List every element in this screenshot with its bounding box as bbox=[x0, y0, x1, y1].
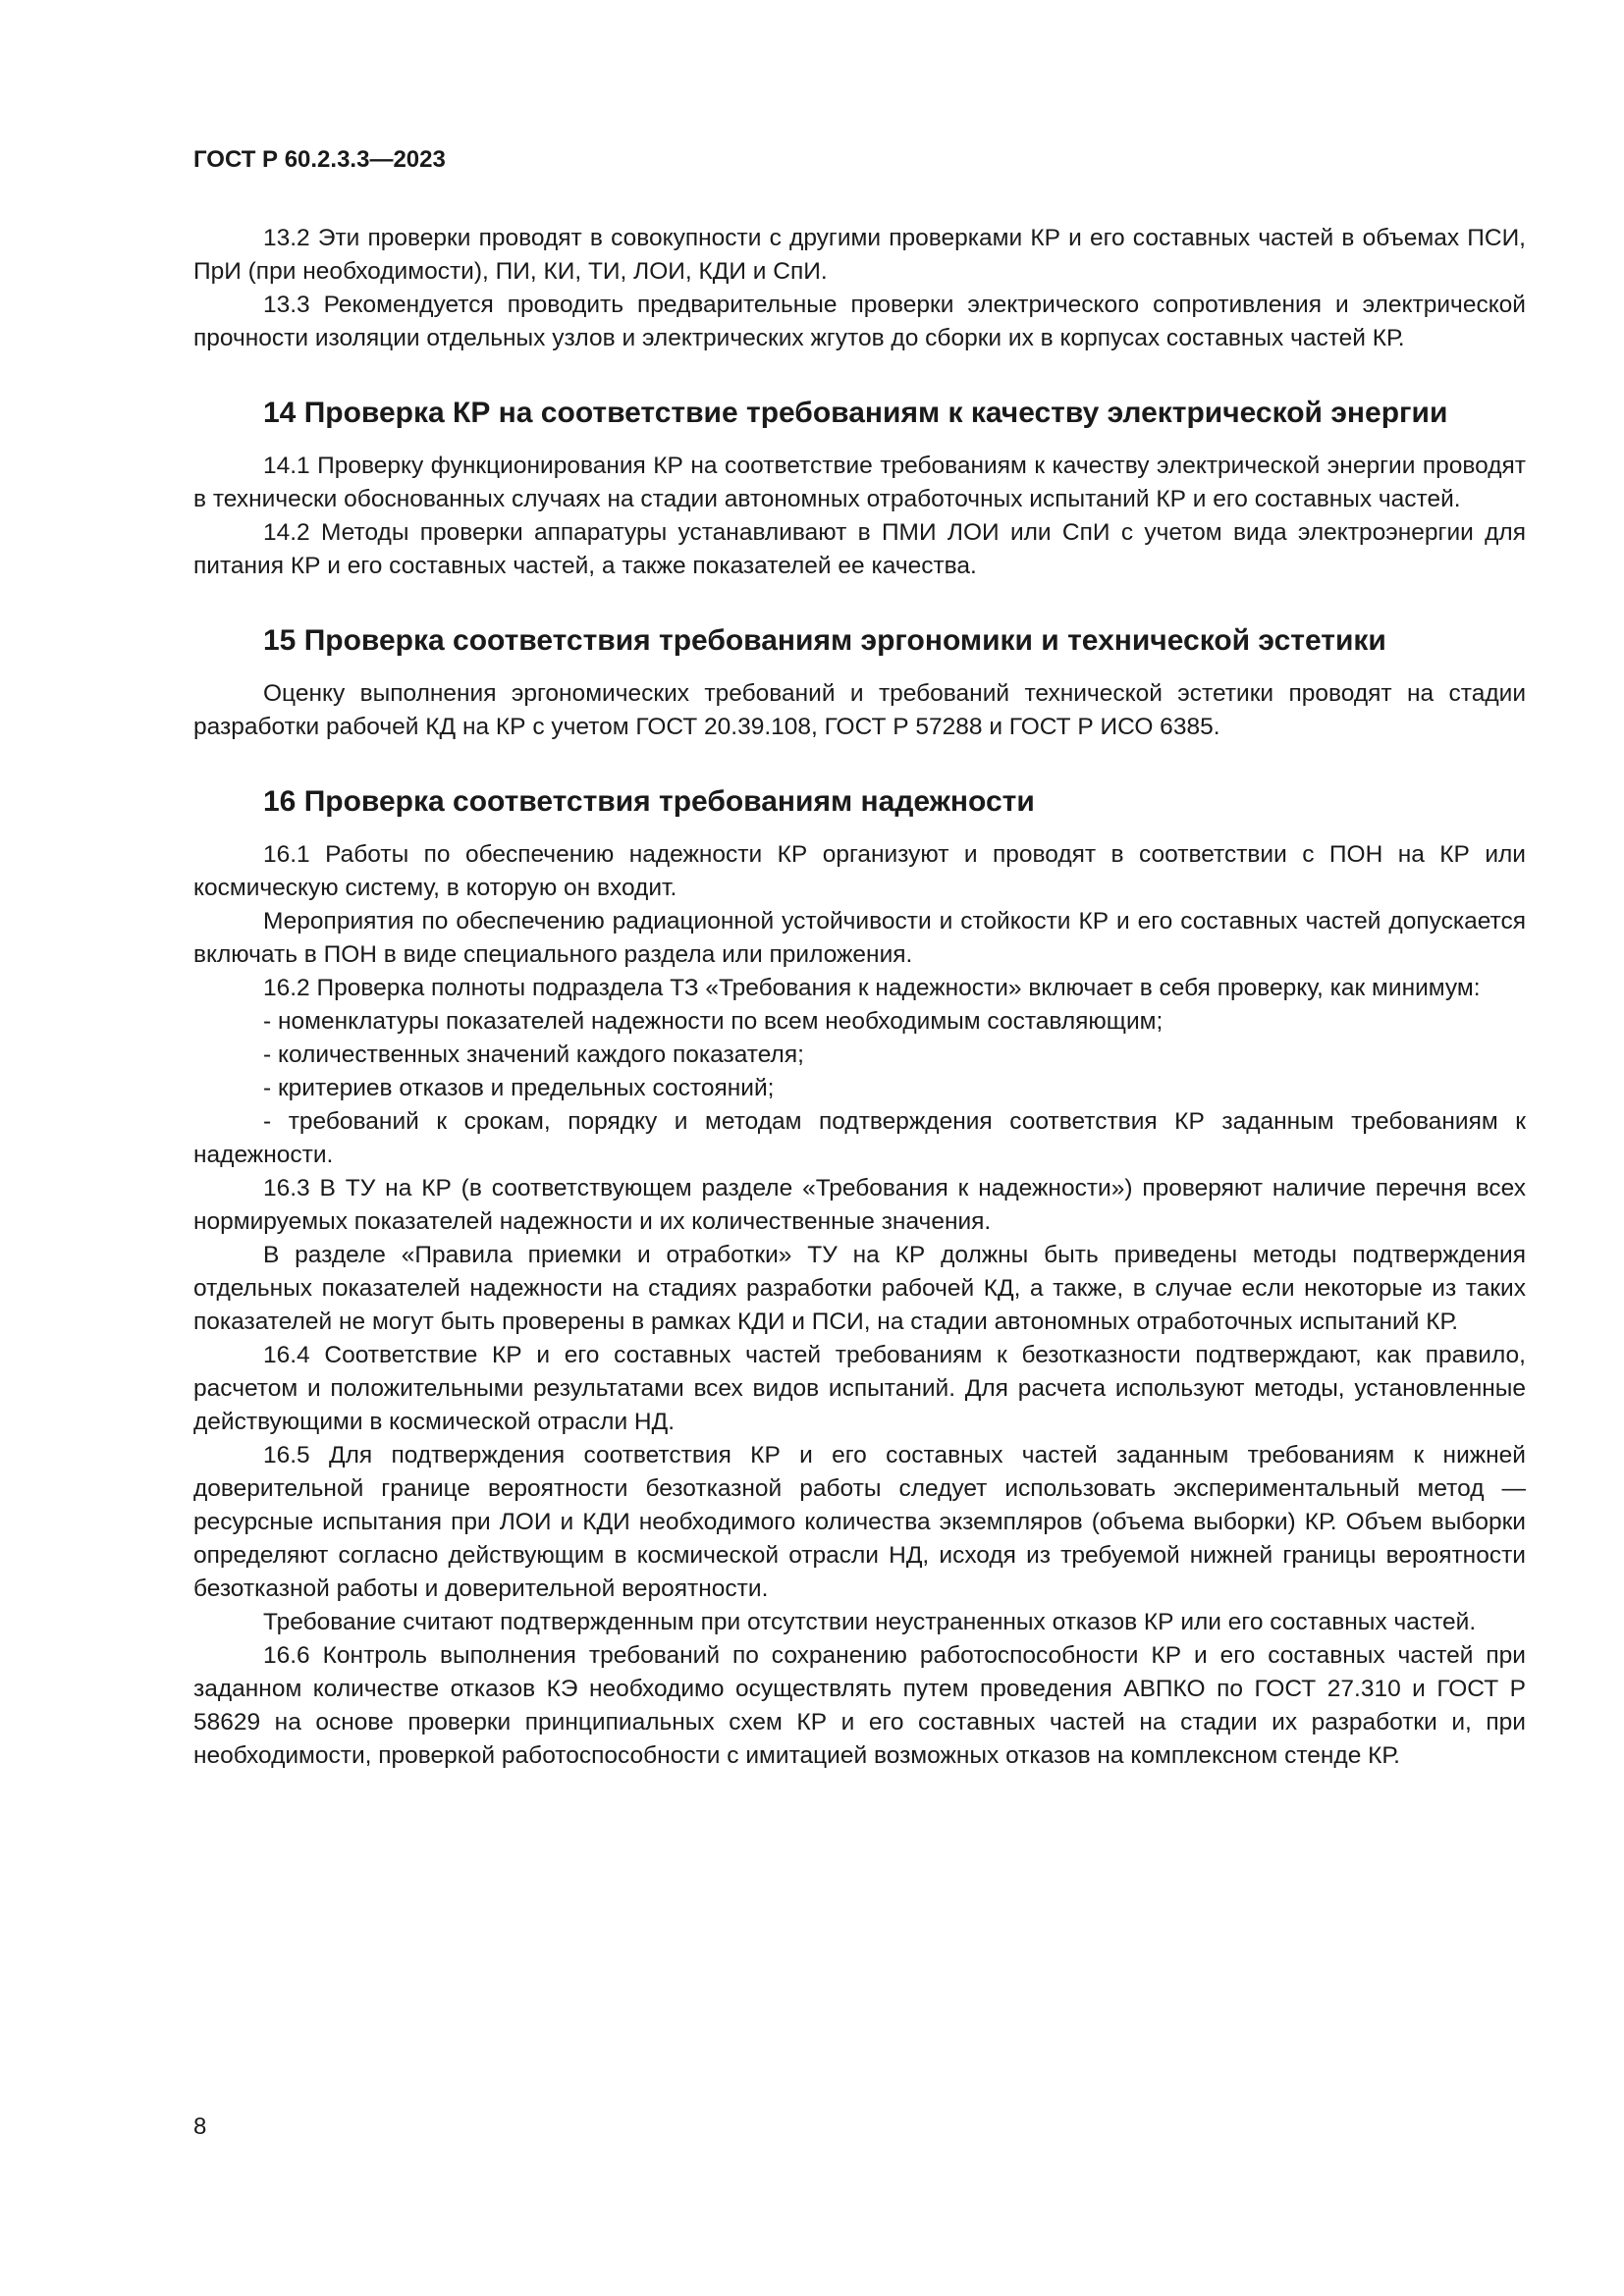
paragraph-13-2: 13.2 Эти проверки проводят в совокупности с другими проверками КР и его составных частей в объемах ПСИ, ПрИ (при необходимости), ПИ, КИ, ТИ, ЛОИ, КДИ и СпИ. bbox=[193, 225, 1526, 285]
page-number: 8 bbox=[193, 2113, 207, 2140]
paragraph-16-2: 16.2 Проверка полноты подраздела ТЗ «Требования к надежности» включает в себя проверку, как минимум: bbox=[263, 975, 1481, 1001]
paragraph-14-1: 14.1 Проверку функционирования КР на соответствие требованиям к качеству электрической энергии проводят в технически обоснованных случаях на стадии автономных отработочных испытаний КР и его составных частей. bbox=[193, 453, 1526, 512]
paragraph-16-3-b: В разделе «Правила приемки и отработки» ТУ на КР должны быть приведены методы подтверждения отдельных показателей надежности на стадиях разработки рабочей КД, а также, в случае если некоторые из таких показателей не могут быть проверены в рамках КДИ и ПСИ, на стадии автономных отработочных испытаний КР. bbox=[193, 1242, 1526, 1335]
paragraph-13-3: 13.3 Рекомендуется проводить предварительные проверки электрического сопротивления и электрической прочности изоляции отдельных узлов и электрических жгутов до сборки их в корпусах составных частей КР. bbox=[193, 292, 1526, 351]
list-item: - количественных значений каждого показателя; bbox=[263, 1041, 804, 1068]
spacer bbox=[193, 744, 1526, 783]
paragraph-15: Оценку выполнения эргономических требований и требований технической эстетики проводят на стадии разработки рабочей КД на КР с учетом ГОСТ 20.39.108, ГОСТ Р 57288 и ГОСТ Р ИСО 6385. bbox=[193, 680, 1526, 740]
list-item: - требований к срокам, порядку и методам подтверждения соответствия КР заданным требованиям к надежности. bbox=[193, 1108, 1526, 1168]
paragraph-16-1-b: Мероприятия по обеспечению радиационной устойчивости и стойкости КР и его составных частей допускается включать в ПОН в виде специального раздела или приложения. bbox=[193, 908, 1526, 968]
paragraph-14-2: 14.2 Методы проверки аппаратуры устанавливают в ПМИ ЛОИ или СпИ с учетом вида электроэнергии для питания КР и его составных частей, а также показателей ее качества. bbox=[193, 519, 1526, 579]
section-15 bbox=[193, 622, 1526, 744]
paragraph-16-1: 16.1 Работы по обеспечению надежности КР организуют и проводят в соответствии с ПОН на КР или космическую систему, в которую он входит. bbox=[193, 841, 1526, 901]
document-code-header: ГОСТ Р 60.2.3.3—2023 bbox=[193, 146, 446, 173]
paragraph-16-5-b: Требование считают подтвержденным при отсутствии неустраненных отказов КР или его составных частей. bbox=[263, 1609, 1477, 1635]
section-14 bbox=[193, 395, 1526, 583]
section-15-title: 15 Проверка соответствия требованиям эргономики и технической эстетики bbox=[263, 624, 1386, 657]
paragraph-16-4: 16.4 Соответствие КР и его составных частей требованиям к безотказности подтверждают, как правило, расчетом и положительными результатами всех видов испытаний. Для расчета используют методы, установленные действующими в космической отрасли НД. bbox=[193, 1342, 1526, 1435]
spacer bbox=[193, 355, 1526, 395]
list-item: - критериев отказов и предельных состояний; bbox=[263, 1075, 775, 1101]
paragraph-16-3: 16.3 В ТУ на КР (в соответствующем разделе «Требования к надежности») проверяют наличие перечня всех нормируемых показателей надежности и их количественные значения. bbox=[193, 1175, 1526, 1235]
spacer bbox=[193, 583, 1526, 622]
section-16 bbox=[193, 783, 1526, 1773]
section-16-title: 16 Проверка соответствия требованиям надежности bbox=[263, 785, 1035, 818]
list-item: - номенклатуры показателей надежности по всем необходимым составляющим; bbox=[263, 1008, 1164, 1035]
paragraph-16-5: 16.5 Для подтверждения соответствия КР и его составных частей заданным требованиям к нижней доверительной границе вероятности безотказной работы следует использовать экспериментальный метод — ресурсные испытания при ЛОИ и КДИ необходимого количества экземпляров (объема выборки) КР. Объем выборки определяют согласно действующим в космической отрасли НД, исходя из требуемой нижней границы вероятности безотказной работы и доверительной вероятности. bbox=[193, 1442, 1526, 1602]
section-14-title: 14 Проверка КР на соответствие требованиям к качеству электрической энергии bbox=[263, 397, 1448, 429]
paragraph-16-6: 16.6 Контроль выполнения требований по сохранению работоспособности КР и его составных частей при заданном количестве отказов КЭ необходимо осуществлять путем проведения АВПКО по ГОСТ 27.310 и ГОСТ Р 58629 на основе проверки принципиальных схем КР и его составных частей на стадии их разработки и, при необходимости, проверкой работоспособности с имитацией возможных отказов на комплексном стенде КР. bbox=[193, 1642, 1526, 1769]
section-13 bbox=[193, 222, 1526, 355]
